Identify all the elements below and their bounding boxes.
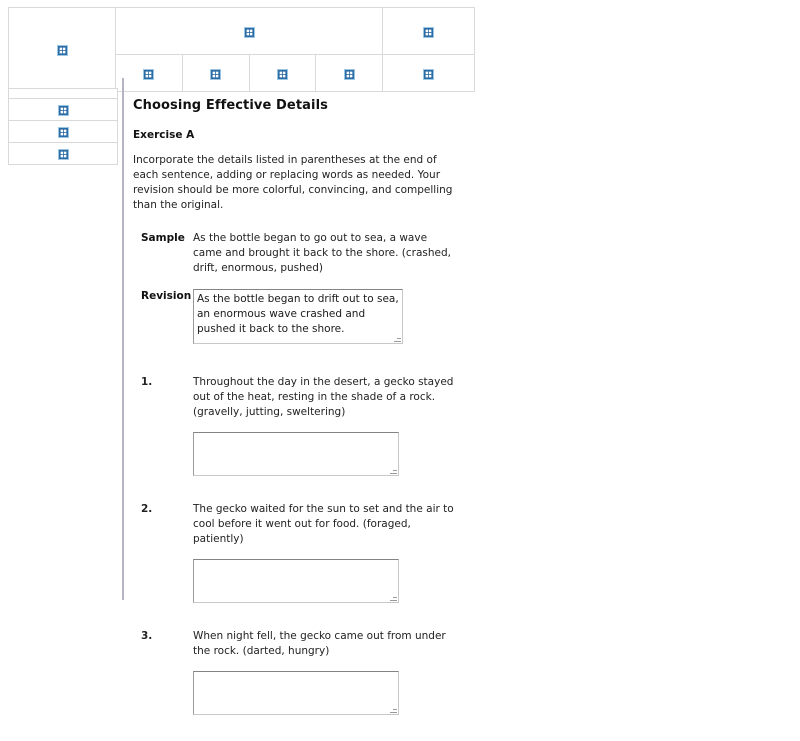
broken-image-icon[interactable] xyxy=(143,69,154,80)
main-content xyxy=(133,98,473,741)
item-1-textarea-wrap xyxy=(193,432,399,476)
item-number: 1. xyxy=(141,376,153,388)
item-1-textarea[interactable] xyxy=(193,432,399,476)
item-text: Throughout the day in the desert, a gecko stayed out of the heat, resting in the shade of a rock. (gravelly, jutting, sweltering) xyxy=(193,376,454,418)
masthead-table xyxy=(8,7,475,92)
broken-image-icon[interactable] xyxy=(423,69,434,80)
broken-image-icon[interactable] xyxy=(57,45,68,56)
exercise-item-3 xyxy=(141,629,473,659)
broken-image-icon[interactable] xyxy=(423,27,434,38)
revision-textarea-wrap xyxy=(193,289,403,344)
broken-image-icon[interactable] xyxy=(244,27,255,38)
sample-text: As the bottle began to go out to sea, a wave came and brought it back to the shore. (crashed, drift, enormous, pushed) xyxy=(193,232,452,274)
revision-textarea[interactable] xyxy=(193,289,403,344)
sample-label: Sample xyxy=(141,232,185,244)
nav-item-1[interactable] xyxy=(116,55,183,92)
broken-image-icon[interactable] xyxy=(58,149,69,160)
sidebar-item-0 xyxy=(9,89,118,99)
sidebar-table xyxy=(8,88,118,165)
item-3-textarea[interactable] xyxy=(193,671,399,715)
revision-label: Revision xyxy=(141,290,192,302)
exercise-heading: Exercise A xyxy=(133,129,195,141)
revision-row xyxy=(141,289,473,349)
masthead-utility-cell-bottom[interactable] xyxy=(383,55,475,92)
item-number: 2. xyxy=(141,503,153,515)
sidebar-item-3[interactable] xyxy=(9,143,118,165)
sample-row xyxy=(141,231,473,276)
broken-image-icon[interactable] xyxy=(277,69,288,80)
broken-image-icon[interactable] xyxy=(210,69,221,80)
nav-item-3[interactable] xyxy=(249,55,316,92)
broken-image-icon[interactable] xyxy=(344,69,355,80)
answer-slot-1 xyxy=(193,432,473,480)
nav-item-4[interactable] xyxy=(316,55,383,92)
masthead-banner-cell[interactable] xyxy=(116,8,383,55)
masthead-utility-cell-top[interactable] xyxy=(383,8,475,55)
exercise-item-1 xyxy=(141,375,473,420)
page-title: Choosing Effective Details xyxy=(133,98,328,113)
answer-slot-3 xyxy=(193,671,473,719)
revision-answer-wrap xyxy=(193,289,459,349)
item-text: When night fell, the gecko came out from under the rock. (darted, hungry) xyxy=(193,630,446,657)
item-number: 3. xyxy=(141,630,153,642)
sidebar-item-1[interactable] xyxy=(9,99,118,121)
broken-image-icon[interactable] xyxy=(58,127,69,138)
instructions-text: Incorporate the details listed in parentheses at the end of each sentence, adding or replacing words as needed. Your revision should be more colorful, convincing, and compelling than the original. xyxy=(133,154,453,211)
item-3-textarea-wrap xyxy=(193,671,399,715)
sidebar-item-2[interactable] xyxy=(9,121,118,143)
item-2-textarea[interactable] xyxy=(193,559,399,603)
content-divider xyxy=(122,78,124,600)
nav-item-2[interactable] xyxy=(182,55,249,92)
item-text: The gecko waited for the sun to set and the air to cool before it went out for food. (foraged, patiently) xyxy=(193,503,454,545)
exercise-item-2 xyxy=(141,502,473,547)
item-2-textarea-wrap xyxy=(193,559,399,603)
broken-image-icon[interactable] xyxy=(58,105,69,116)
masthead-logo-cell[interactable] xyxy=(9,8,116,92)
